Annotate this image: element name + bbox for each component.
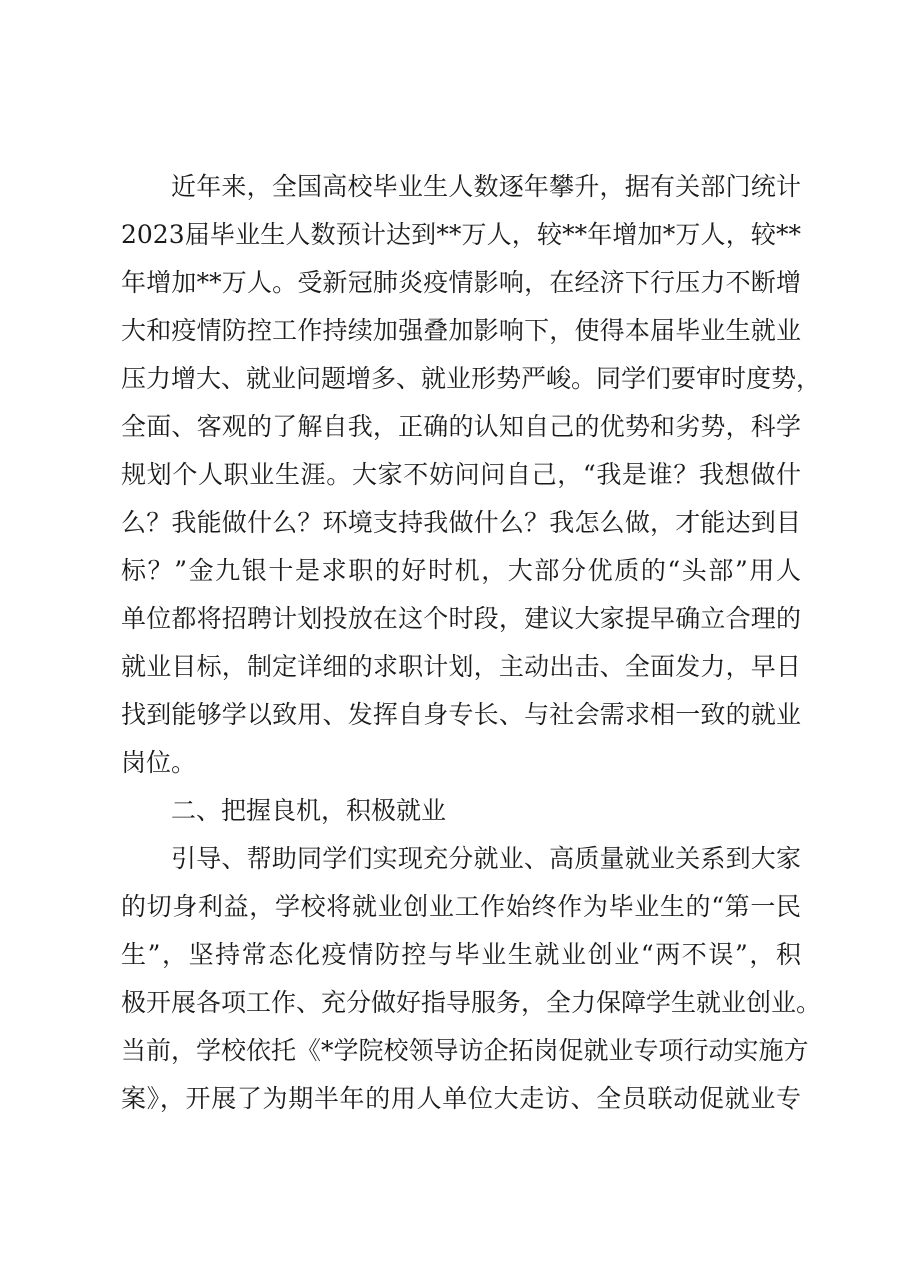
paragraph-2-line-1: 引导、帮助同学们实现充分就业、高质量就业关系到大家 [171, 844, 801, 873]
paragraph-2-line-2: 的切身利益，学校将就业创业工作始终作为毕业生的“第一民 [121, 892, 801, 921]
paragraph-1-line-3: 年增加**万人。受新冠肺炎疫情影响，在经济下行压力不断增 [121, 268, 801, 297]
paragraph-2-line-6: 案》，开展了为期半年的用人单位大走访、全员联动促就业专 [121, 1084, 801, 1113]
paragraph-1-line-12: 找到能够学以致用、发挥自身专长、与社会需求相一致的就业 [121, 700, 801, 729]
paragraph-1-line-7: 规划个人职业生涯。大家不妨问问自己，“我是谁？我想做什 [121, 460, 801, 489]
paragraph-1-line-11: 就业目标，制定详细的求职计划，主动出击、全面发力，早日 [121, 652, 801, 681]
paragraph-1-line-1: 近年来，全国高校毕业生人数逐年攀升，据有关部门统计 [171, 172, 801, 201]
paragraph-1-line-2: 2023届毕业生人数预计达到**万人，较**年增加*万人，较** [121, 220, 801, 249]
paragraph-1-line-6: 全面、客观的了解自我，正确的认知自己的优势和劣势，科学 [121, 412, 801, 441]
paragraph-1-line-13: 岗位。 [121, 748, 197, 777]
paragraph-1-line-10: 单位都将招聘计划投放在这个时段，建议大家提早确立合理的 [121, 604, 801, 633]
paragraph-2-line-3: 生”，坚持常态化疫情防控与毕业生就业创业“两不误”，积 [121, 940, 801, 969]
paragraph-1-line-5: 压力增大、就业问题增多、就业形势严峻。同学们要审时度势， [121, 364, 822, 393]
paragraph-1-line-9: 标？”金九银十是求职的好时机，大部分优质的“头部”用人 [121, 556, 801, 585]
paragraph-2-line-4: 极开展各项工作、充分做好指导服务，全力保障学生就业创业。 [121, 988, 822, 1017]
paragraph-1-line-4: 大和疫情防控工作持续加强叠加影响下，使得本届毕业生就业 [121, 316, 801, 345]
paragraph-2-line-5: 当前，学校依托《*学院校领导访企拓岗促就业专项行动实施方 [121, 1036, 809, 1065]
section-heading: 二、把握良机，积极就业 [171, 796, 447, 825]
paragraph-1-line-8: 么？我能做什么？环境支持我做什么？我怎么做，才能达到目 [121, 508, 801, 537]
